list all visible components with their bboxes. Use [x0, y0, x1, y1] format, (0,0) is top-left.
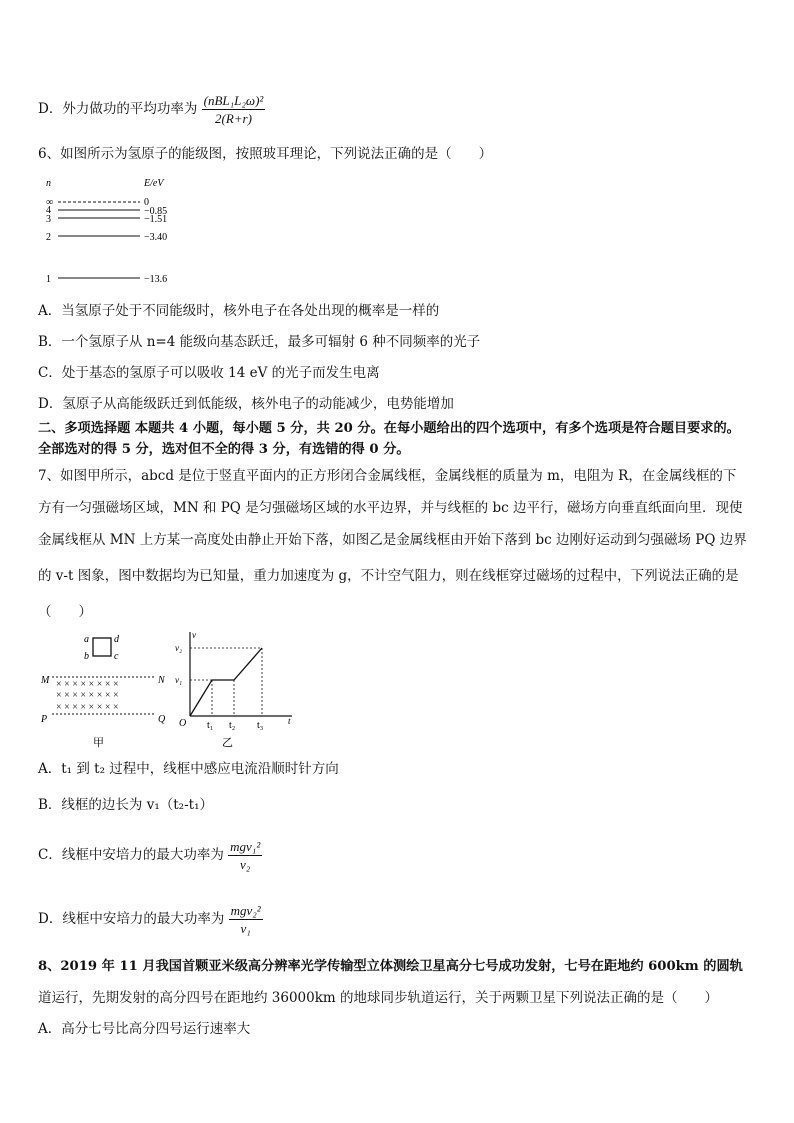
- level-e: 0: [144, 197, 149, 208]
- diagram-n-label: n: [46, 178, 51, 189]
- level-n: 4: [46, 205, 51, 216]
- fraction-denominator: v₂: [240, 857, 251, 872]
- label-a: a: [84, 634, 89, 645]
- energy-level-diagram: [38, 172, 238, 290]
- label-c: c: [114, 651, 119, 662]
- label-q: Q: [158, 714, 166, 725]
- q7-option-b: B．线框的边长为 v₁（t₂-t₁）: [38, 797, 213, 813]
- fraction-numerator: mgv₂²: [230, 903, 261, 918]
- section2-line2: 全部选对的得 5 分，选对但不全的得 3 分，有选错的得 0 分。: [38, 442, 410, 457]
- q7-line5: （ ）: [38, 604, 92, 620]
- q6-option-c: C．处于基态的氢原子可以吸收 14 eV 的光子而发生电离: [38, 365, 380, 381]
- label-b: b: [84, 651, 89, 662]
- figure-jia-caption: 甲: [93, 737, 104, 749]
- q7-line1: 7、如图甲所示，abcd 是位于竖直平面内的正方形闭合金属线框，金属线框的质量为 m，电阻为 R，在金属线框的下: [38, 468, 737, 484]
- fraction-denominator: 2(R+r): [215, 111, 252, 126]
- level-e: −1.51: [144, 214, 168, 225]
- q7-option-a: A．t₁ 到 t₂ 过程中，线框中感应电流沿顺时针方向: [38, 761, 339, 777]
- q7-option-d-fraction: [229, 902, 263, 937]
- svg-text:× × × × × × × ×: × × × × × × × ×: [56, 690, 119, 701]
- q5-option-d-fraction: [202, 92, 266, 127]
- fraction-numerator: (nBL₁L₂ω)²: [203, 93, 264, 108]
- vt-curve: [190, 648, 262, 716]
- q7-line3: 金属线框从 MN 上方某一高度处由静止开始下落，如图乙是金属线框由开始下落到 bc 边刚好运动到匀强磁场 PQ 边界: [38, 532, 747, 548]
- label-p: P: [41, 714, 48, 725]
- q7-line4: 的 v-t 图象，图中数据均为已知量，重力加速度为 g，不计空气阻力，则在线框穿过磁场的过程中，下列说法正确的是: [38, 568, 739, 584]
- q8-line1: 8、2019 年 11 月我国首颗亚米级高分辨率光学传输型立体测绘卫星高分七号成功发射，七号在距地约 600km 的圆轨: [38, 959, 743, 974]
- q6-option-a: A．当氢原子处于不同能级时，核外电子在各处出现的概率是一样的: [38, 303, 440, 319]
- level-e: −0.85: [144, 206, 168, 217]
- q8-line2: 道运行，先期发射的高分四号在距地约 36000km 的地球同步轨道运行，关于两颗卫星下列说法正确的是（ ）: [38, 990, 719, 1006]
- q7-option-d: [38, 902, 263, 937]
- t-axis-label: t: [288, 716, 291, 726]
- diagram-e-label: E/eV: [144, 178, 164, 189]
- svg-text:× × × × × × × ×: × × × × × × × ×: [56, 702, 119, 713]
- figure-yi-caption: 乙: [222, 737, 233, 749]
- level-e: −3.40: [144, 232, 168, 243]
- q7-option-c-text: C．线框中安培力的最大功率为: [38, 847, 224, 863]
- q7-line2: 方有一匀强磁场区域，MN 和 PQ 是匀强磁场区域的水平边界，并与线框的 bc 边平行，磁场方向垂直纸面向里．现使: [38, 500, 743, 516]
- q6-option-b: B．一个氢原子从 n=4 能级向基态跃迁，最多可辐射 6 种不同频率的光子: [38, 334, 481, 350]
- t3-label: t₃: [257, 720, 264, 731]
- svg-text:× × × × × × × ×: × × × × × × × ×: [56, 679, 119, 690]
- level-e: −13.6: [144, 274, 168, 285]
- q6-option-d: D．氢原子从高能级跃迁到低能级，核外电子的动能减少，电势能增加: [38, 396, 454, 412]
- label-d: d: [114, 634, 119, 645]
- fraction-denominator: v₁: [240, 921, 251, 936]
- level-n: 3: [46, 214, 51, 225]
- figure-jia: [38, 630, 178, 750]
- q7-option-d-text: D．线框中安培力的最大功率为: [38, 911, 225, 927]
- origin-label: O: [179, 718, 187, 729]
- v-axis-label: v: [192, 630, 196, 640]
- q5-option-d: [38, 92, 265, 127]
- label-n: N: [158, 675, 165, 686]
- t2-label: t₂: [229, 720, 236, 731]
- magnetic-field-crosses: [56, 679, 119, 713]
- level-n: 2: [46, 232, 51, 243]
- level-n: 1: [46, 274, 51, 285]
- q6-stem: 6、如图所示为氢原子的能级图，按照玻耳理论，下列说法正确的是（ ）: [38, 146, 493, 162]
- q5-option-d-text: D．外力做功的平均功率为: [38, 101, 198, 117]
- label-m: M: [41, 675, 50, 686]
- fraction-numerator: mgv₁²: [230, 839, 261, 854]
- v1-label: v₁: [175, 675, 183, 685]
- t1-label: t₁: [207, 720, 214, 731]
- v2-label: v₂: [175, 643, 183, 653]
- q8-option-a: A．高分七号比高分四号运行速率大: [38, 1021, 251, 1037]
- level-n: ∞: [46, 197, 54, 208]
- section2-line1: 二、多项选择题 本题共 4 小题，每小题 5 分，共 20 分。在每小题给出的四个选项中，有多个选项是符合题目要求的。: [38, 421, 740, 436]
- square-frame: [93, 638, 111, 656]
- q7-option-c: [38, 838, 262, 873]
- q7-option-c-fraction: [228, 838, 262, 873]
- figure-yi-vt-graph: [172, 628, 302, 750]
